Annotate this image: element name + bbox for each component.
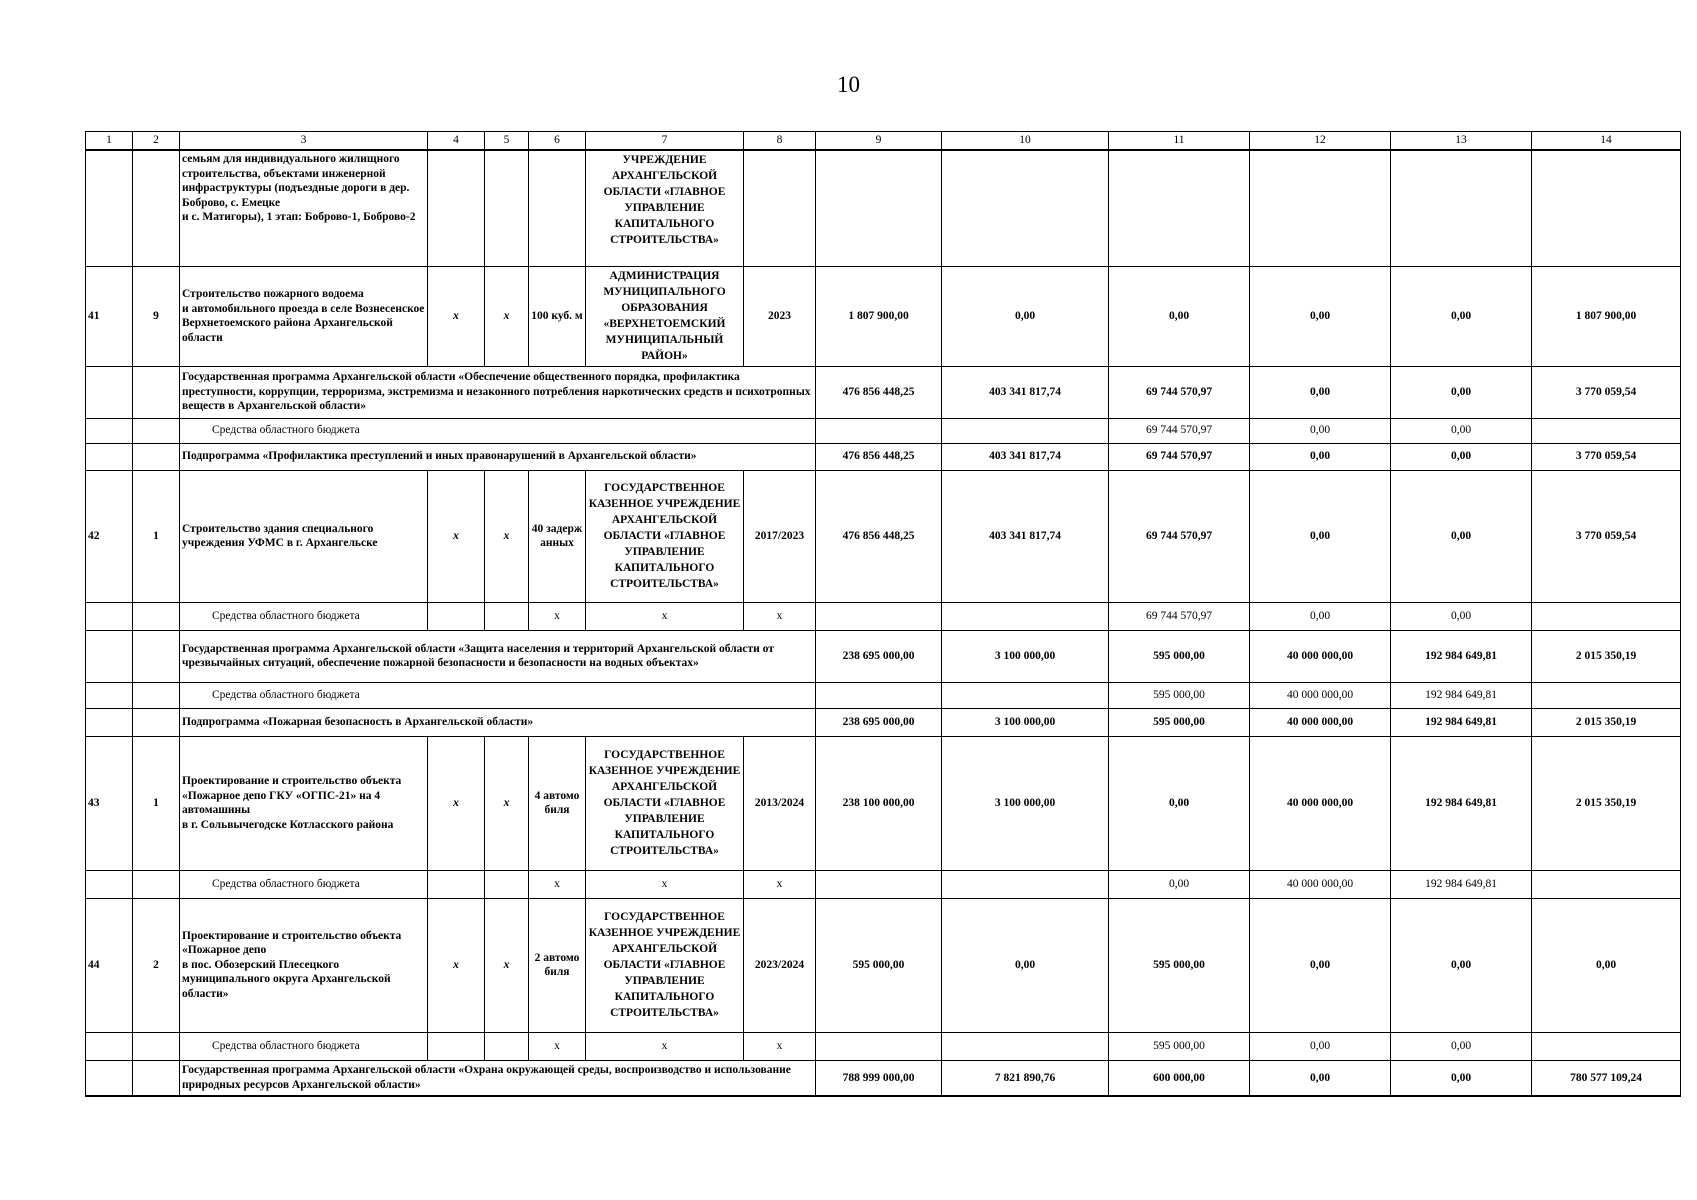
amount: 403 341 817,74 bbox=[942, 366, 1109, 418]
budget-label: Средства областного бюджета bbox=[180, 418, 816, 443]
amount: 192 984 649,81 bbox=[1391, 736, 1532, 870]
cell-x: х bbox=[529, 602, 586, 630]
row-subindex: 2 bbox=[133, 898, 180, 1032]
amount: 403 341 817,74 bbox=[942, 443, 1109, 470]
amount: 600 000,00 bbox=[1109, 1060, 1250, 1096]
capacity: 100 куб. м bbox=[529, 266, 586, 366]
customer-name: ГОСУДАРСТВЕННОЕ КАЗЕННОЕ УЧРЕЖДЕНИЕ АРХАНГЕЛЬСКОЙ ОБЛАСТИ «ГЛАВНОЕ УПРАВЛЕНИЕ КАПИТАЛЬНОГО СТРОИТЕЛЬСТВА» bbox=[586, 470, 744, 602]
cell-x: х bbox=[586, 1032, 744, 1060]
amount: 0,00 bbox=[1109, 266, 1250, 366]
amount: 2 015 350,19 bbox=[1532, 708, 1681, 736]
amount: 595 000,00 bbox=[1109, 630, 1250, 682]
cell-x: х bbox=[485, 470, 529, 602]
cell-x: х bbox=[485, 266, 529, 366]
amount: 192 984 649,81 bbox=[1391, 870, 1532, 898]
amount: 69 744 570,97 bbox=[1109, 602, 1250, 630]
amount: 69 744 570,97 bbox=[1109, 418, 1250, 443]
table-row bbox=[86, 470, 1681, 602]
object-name: Строительство здания специального учреждения УФМС в г. Архангельске bbox=[180, 470, 428, 602]
amount: 0,00 bbox=[942, 266, 1109, 366]
amount: 0,00 bbox=[1250, 1060, 1391, 1096]
amount: 0,00 bbox=[1391, 266, 1532, 366]
period: 2017/2023 bbox=[744, 470, 816, 602]
budget-row bbox=[86, 682, 1681, 708]
row-index: 41 bbox=[86, 266, 133, 366]
table-row bbox=[86, 736, 1681, 870]
column-header: 7 bbox=[586, 132, 744, 151]
column-header: 3 bbox=[180, 132, 428, 151]
cell-x: х bbox=[586, 602, 744, 630]
amount: 3 770 059,54 bbox=[1532, 470, 1681, 602]
investment-table bbox=[85, 131, 1681, 1097]
column-header: 1 bbox=[86, 132, 133, 151]
column-header: 14 bbox=[1532, 132, 1681, 151]
row-index: 43 bbox=[86, 736, 133, 870]
column-header: 8 bbox=[744, 132, 816, 151]
amount: 0,00 bbox=[1250, 898, 1391, 1032]
cell-x: х bbox=[428, 736, 485, 870]
column-header: 6 bbox=[529, 132, 586, 151]
cell-x: х bbox=[428, 470, 485, 602]
amount: 0,00 bbox=[1391, 443, 1532, 470]
amount: 40 000 000,00 bbox=[1250, 736, 1391, 870]
capacity: 2 автомо биля bbox=[529, 898, 586, 1032]
capacity: 4 автомо биля bbox=[529, 736, 586, 870]
subprogram-row bbox=[86, 443, 1681, 470]
amount: 0,00 bbox=[1250, 418, 1391, 443]
amount: 69 744 570,97 bbox=[1109, 366, 1250, 418]
cell-x: х bbox=[428, 898, 485, 1032]
cost-total: 1 807 900,00 bbox=[816, 266, 942, 366]
cost-total: 238 100 000,00 bbox=[816, 736, 942, 870]
cost-total: 238 695 000,00 bbox=[816, 708, 942, 736]
table-row bbox=[86, 266, 1681, 366]
program-row bbox=[86, 630, 1681, 682]
budget-row bbox=[86, 602, 1681, 630]
row-index: 44 bbox=[86, 898, 133, 1032]
amount: 3 770 059,54 bbox=[1532, 366, 1681, 418]
amount: 192 984 649,81 bbox=[1391, 630, 1532, 682]
amount: 3 100 000,00 bbox=[942, 630, 1109, 682]
column-header: 4 bbox=[428, 132, 485, 151]
amount: 0,00 bbox=[1391, 470, 1532, 602]
row-subindex: 1 bbox=[133, 470, 180, 602]
cost-total: 788 999 000,00 bbox=[816, 1060, 942, 1096]
cell-x: х bbox=[744, 1032, 816, 1060]
amount: 40 000 000,00 bbox=[1250, 682, 1391, 708]
cell-x: х bbox=[428, 266, 485, 366]
object-name: семьям для индивидуального жилищного строительства, объектами инженерной инфраструктуры (подъездные дороги в дер. Боброво, с. Емецке и с. Матигоры), 1 этап: Боброво-1, Боброво-2 bbox=[180, 150, 428, 266]
customer-name: ГОСУДАРСТВЕННОЕ КАЗЕННОЕ УЧРЕЖДЕНИЕ АРХАНГЕЛЬСКОЙ ОБЛАСТИ «ГЛАВНОЕ УПРАВЛЕНИЕ КАПИТАЛЬНОГО СТРОИТЕЛЬСТВА» bbox=[586, 736, 744, 870]
object-name: Проектирование и строительство объекта «Пожарное депо в пос. Обозерский Плесецкого муниципального округа Архангельской области» bbox=[180, 898, 428, 1032]
amount: 0,00 bbox=[1391, 898, 1532, 1032]
budget-row bbox=[86, 1032, 1681, 1060]
row-subindex: 9 bbox=[133, 266, 180, 366]
amount: 192 984 649,81 bbox=[1391, 708, 1532, 736]
cell-x: х bbox=[485, 898, 529, 1032]
column-number-row bbox=[86, 132, 1681, 151]
amount: 3 770 059,54 bbox=[1532, 443, 1681, 470]
amount: 0,00 bbox=[1532, 898, 1681, 1032]
amount: 69 744 570,97 bbox=[1109, 443, 1250, 470]
cost-total: 476 856 448,25 bbox=[816, 443, 942, 470]
cost-total: 476 856 448,25 bbox=[816, 366, 942, 418]
budget-label: Средства областного бюджета bbox=[180, 602, 428, 630]
period: 2013/2024 bbox=[744, 736, 816, 870]
budget-label: Средства областного бюджета bbox=[180, 1032, 428, 1060]
amount: 1 807 900,00 bbox=[1532, 266, 1681, 366]
amount: 40 000 000,00 bbox=[1250, 708, 1391, 736]
amount: 595 000,00 bbox=[1109, 708, 1250, 736]
amount: 0,00 bbox=[1250, 443, 1391, 470]
cell-x: х bbox=[485, 736, 529, 870]
amount: 595 000,00 bbox=[1109, 682, 1250, 708]
object-name: Проектирование и строительство объекта «Пожарное депо ГКУ «ОГПС-21» на 4 автомашины в г. Сольвычегодске Котласского района bbox=[180, 736, 428, 870]
cell-x: х bbox=[586, 870, 744, 898]
amount: 780 577 109,24 bbox=[1532, 1060, 1681, 1096]
budget-row bbox=[86, 870, 1681, 898]
cell-x: х bbox=[529, 870, 586, 898]
amount: 69 744 570,97 bbox=[1109, 470, 1250, 602]
amount: 0,00 bbox=[1391, 1032, 1532, 1060]
column-header: 9 bbox=[816, 132, 942, 151]
amount: 2 015 350,19 bbox=[1532, 736, 1681, 870]
amount: 40 000 000,00 bbox=[1250, 870, 1391, 898]
table-row bbox=[86, 898, 1681, 1032]
amount: 0,00 bbox=[1109, 870, 1250, 898]
capacity: 40 задерж анных bbox=[529, 470, 586, 602]
page-number: 10 bbox=[837, 72, 860, 97]
budget-label: Средства областного бюджета bbox=[180, 682, 816, 708]
cell-x: х bbox=[529, 1032, 586, 1060]
amount: 192 984 649,81 bbox=[1391, 682, 1532, 708]
cell-x: х bbox=[744, 870, 816, 898]
row-subindex: 1 bbox=[133, 736, 180, 870]
cost-total: 476 856 448,25 bbox=[816, 470, 942, 602]
amount: 3 100 000,00 bbox=[942, 708, 1109, 736]
column-header: 10 bbox=[942, 132, 1109, 151]
column-header: 2 bbox=[133, 132, 180, 151]
program-title: Государственная программа Архангельской области «Защита населения и территорий Архангельской области от чрезвычайных ситуаций, обеспечение пожарной безопасности и безопасности на водных объектах» bbox=[180, 630, 816, 682]
table-row bbox=[86, 150, 1681, 266]
cell-x: х bbox=[744, 602, 816, 630]
amount: 3 100 000,00 bbox=[942, 736, 1109, 870]
amount: 0,00 bbox=[1250, 266, 1391, 366]
column-header: 5 bbox=[485, 132, 529, 151]
amount: 40 000 000,00 bbox=[1250, 630, 1391, 682]
program-title: Государственная программа Архангельской области «Охрана окружающей среды, воспроизводство и использование природных ресурсов Архангельской области» bbox=[180, 1060, 816, 1096]
object-name: Строительство пожарного водоема и автомобильного проезда в селе Вознесенское Верхнетоемского района Архангельской области bbox=[180, 266, 428, 366]
budget-row bbox=[86, 418, 1681, 443]
amount: 2 015 350,19 bbox=[1532, 630, 1681, 682]
amount: 0,00 bbox=[1391, 418, 1532, 443]
subprogram-row bbox=[86, 708, 1681, 736]
amount: 0,00 bbox=[1391, 366, 1532, 418]
amount: 0,00 bbox=[1250, 602, 1391, 630]
program-title: Государственная программа Архангельской области «Обеспечение общественного порядка, профилактика преступности, коррупции, терроризма, экстремизма и незаконного потребления наркотических средств и психотропных веществ в Архангельской области» bbox=[180, 366, 816, 418]
column-header: 11 bbox=[1109, 132, 1250, 151]
program-row bbox=[86, 1060, 1681, 1096]
period: 2023/2024 bbox=[744, 898, 816, 1032]
period: 2023 bbox=[744, 266, 816, 366]
program-row bbox=[86, 366, 1681, 418]
amount: 0,00 bbox=[1109, 736, 1250, 870]
amount: 0,00 bbox=[1250, 470, 1391, 602]
amount: 0,00 bbox=[1391, 602, 1532, 630]
customer-name: УЧРЕЖДЕНИЕ АРХАНГЕЛЬСКОЙ ОБЛАСТИ «ГЛАВНОЕ УПРАВЛЕНИЕ КАПИТАЛЬНОГО СТРОИТЕЛЬСТВА» bbox=[586, 150, 744, 266]
row-index: 42 bbox=[86, 470, 133, 602]
amount: 0,00 bbox=[1391, 1060, 1532, 1096]
cost-total: 238 695 000,00 bbox=[816, 630, 942, 682]
amount: 0,00 bbox=[942, 898, 1109, 1032]
column-header: 13 bbox=[1391, 132, 1532, 151]
customer-name: АДМИНИСТРАЦИЯ МУНИЦИПАЛЬНОГО ОБРАЗОВАНИЯ «ВЕРХНЕТОЕМСКИЙ МУНИЦИПАЛЬНЫЙ РАЙОН» bbox=[586, 266, 744, 366]
amount: 595 000,00 bbox=[1109, 1032, 1250, 1060]
budget-label: Средства областного бюджета bbox=[180, 870, 428, 898]
amount: 0,00 bbox=[1250, 366, 1391, 418]
amount: 595 000,00 bbox=[1109, 898, 1250, 1032]
amount: 403 341 817,74 bbox=[942, 470, 1109, 602]
amount: 0,00 bbox=[1250, 1032, 1391, 1060]
subprogram-title: Подпрограмма «Профилактика преступлений и иных правонарушений в Архангельской области» bbox=[180, 443, 816, 470]
amount: 7 821 890,76 bbox=[942, 1060, 1109, 1096]
cost-total: 595 000,00 bbox=[816, 898, 942, 1032]
subprogram-title: Подпрограмма «Пожарная безопасность в Архангельской области» bbox=[180, 708, 816, 736]
customer-name: ГОСУДАРСТВЕННОЕ КАЗЕННОЕ УЧРЕЖДЕНИЕ АРХАНГЕЛЬСКОЙ ОБЛАСТИ «ГЛАВНОЕ УПРАВЛЕНИЕ КАПИТАЛЬНОГО СТРОИТЕЛЬСТВА» bbox=[586, 898, 744, 1032]
column-header: 12 bbox=[1250, 132, 1391, 151]
